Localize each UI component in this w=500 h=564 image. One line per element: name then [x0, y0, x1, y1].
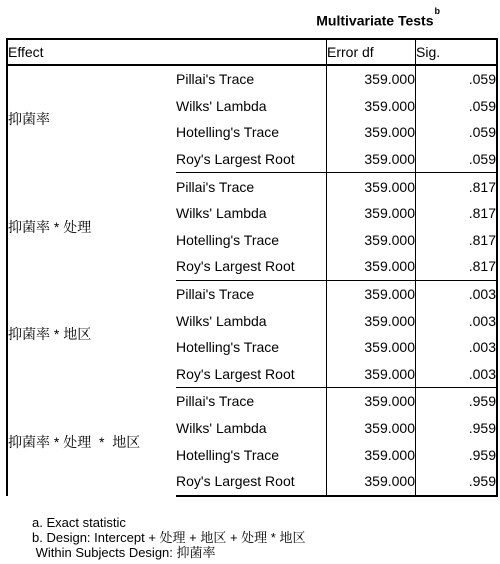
- error-df-value: 359.000: [327, 307, 416, 334]
- sig-value: .817: [416, 227, 498, 254]
- statistic-name: Roy's Largest Root: [176, 253, 327, 280]
- statistic-name: Wilks' Lambda: [176, 97, 267, 114]
- statistic-name: Wilks' Lambda: [176, 420, 267, 437]
- effect-label: 抑菌率 * 地区: [7, 280, 176, 387]
- sig-value: .817: [416, 173, 498, 200]
- error-df-value: 359.000: [327, 173, 416, 200]
- error-df-value: 359.000: [327, 468, 416, 496]
- error-df-value: 359.000: [327, 146, 416, 173]
- error-df-value: 359.000: [327, 415, 416, 442]
- sig-value: .959: [416, 441, 498, 468]
- header-sig: Sig.: [416, 39, 498, 65]
- statistic-name: Pillai's Trace: [176, 71, 255, 88]
- effect-label: 抑菌率: [7, 65, 176, 173]
- sig-value: .959: [416, 468, 498, 496]
- sig-value: .059: [416, 146, 498, 173]
- sig-value: .003: [416, 334, 498, 361]
- error-df-value: 359.000: [327, 388, 416, 415]
- sig-value: .003: [416, 280, 498, 307]
- error-df-value: 359.000: [327, 280, 416, 307]
- footnote-a: a. Exact statistic: [32, 515, 126, 530]
- statistic-name: Pillai's Trace: [176, 286, 255, 303]
- error-df-value: 359.000: [327, 361, 416, 388]
- statistic-name: Hotelling's Trace: [176, 231, 280, 248]
- sig-value: .059: [416, 93, 498, 120]
- error-df-value: 359.000: [327, 334, 416, 361]
- table-row: [7, 65, 497, 93]
- effect-label: 抑菌率 * 处理: [7, 173, 176, 280]
- statistic-name: Wilks' Lambda: [176, 312, 267, 329]
- error-df-value: 359.000: [327, 253, 416, 280]
- header-error-df: Error df: [327, 39, 416, 65]
- title-footnote-marker: b: [434, 6, 440, 16]
- table-row: [7, 388, 497, 415]
- error-df-value: 359.000: [327, 93, 416, 120]
- footnote-b: b. Design: Intercept + 处理 + 地区 + 处理 * 地区: [32, 530, 306, 545]
- statistic-name: Pillai's Trace: [176, 393, 255, 410]
- sig-value: .003: [416, 361, 498, 388]
- error-df-value: 359.000: [327, 119, 416, 146]
- footnote-within-design: Within Subjects Design: 抑菌率: [32, 545, 216, 560]
- sig-value: .959: [416, 415, 498, 442]
- sig-value: .059: [416, 119, 498, 146]
- error-df-value: 359.000: [327, 227, 416, 254]
- multivariate-tests-table: [6, 38, 498, 497]
- statistic-name: Hotelling's Trace: [176, 339, 280, 356]
- sig-value: .003: [416, 307, 498, 334]
- sig-value: .817: [416, 253, 498, 280]
- sig-value: .059: [416, 65, 498, 93]
- error-df-value: 359.000: [327, 441, 416, 468]
- statistic-name: Wilks' Lambda: [176, 205, 267, 222]
- title-text: Multivariate Tests: [316, 12, 434, 29]
- error-df-value: 359.000: [327, 200, 416, 227]
- effect-label: 抑菌率 * 处理 * 地区: [7, 388, 176, 496]
- table-row: [7, 280, 497, 307]
- header-effect: Effect: [7, 39, 327, 65]
- sig-value: .817: [416, 200, 498, 227]
- statistic-name: Pillai's Trace: [176, 178, 255, 195]
- statistic-name: Roy's Largest Root: [176, 361, 327, 388]
- statistic-name: Roy's Largest Root: [176, 468, 327, 496]
- footnotes: [32, 515, 305, 560]
- sig-value: .959: [416, 388, 498, 415]
- table-body: [7, 65, 497, 496]
- statistic-name: Hotelling's Trace: [176, 124, 280, 141]
- header-row: [7, 39, 497, 65]
- error-df-value: 359.000: [327, 65, 416, 93]
- table-row: [7, 173, 497, 200]
- statistic-name: Hotelling's Trace: [176, 446, 280, 463]
- statistic-name: Roy's Largest Root: [176, 146, 327, 173]
